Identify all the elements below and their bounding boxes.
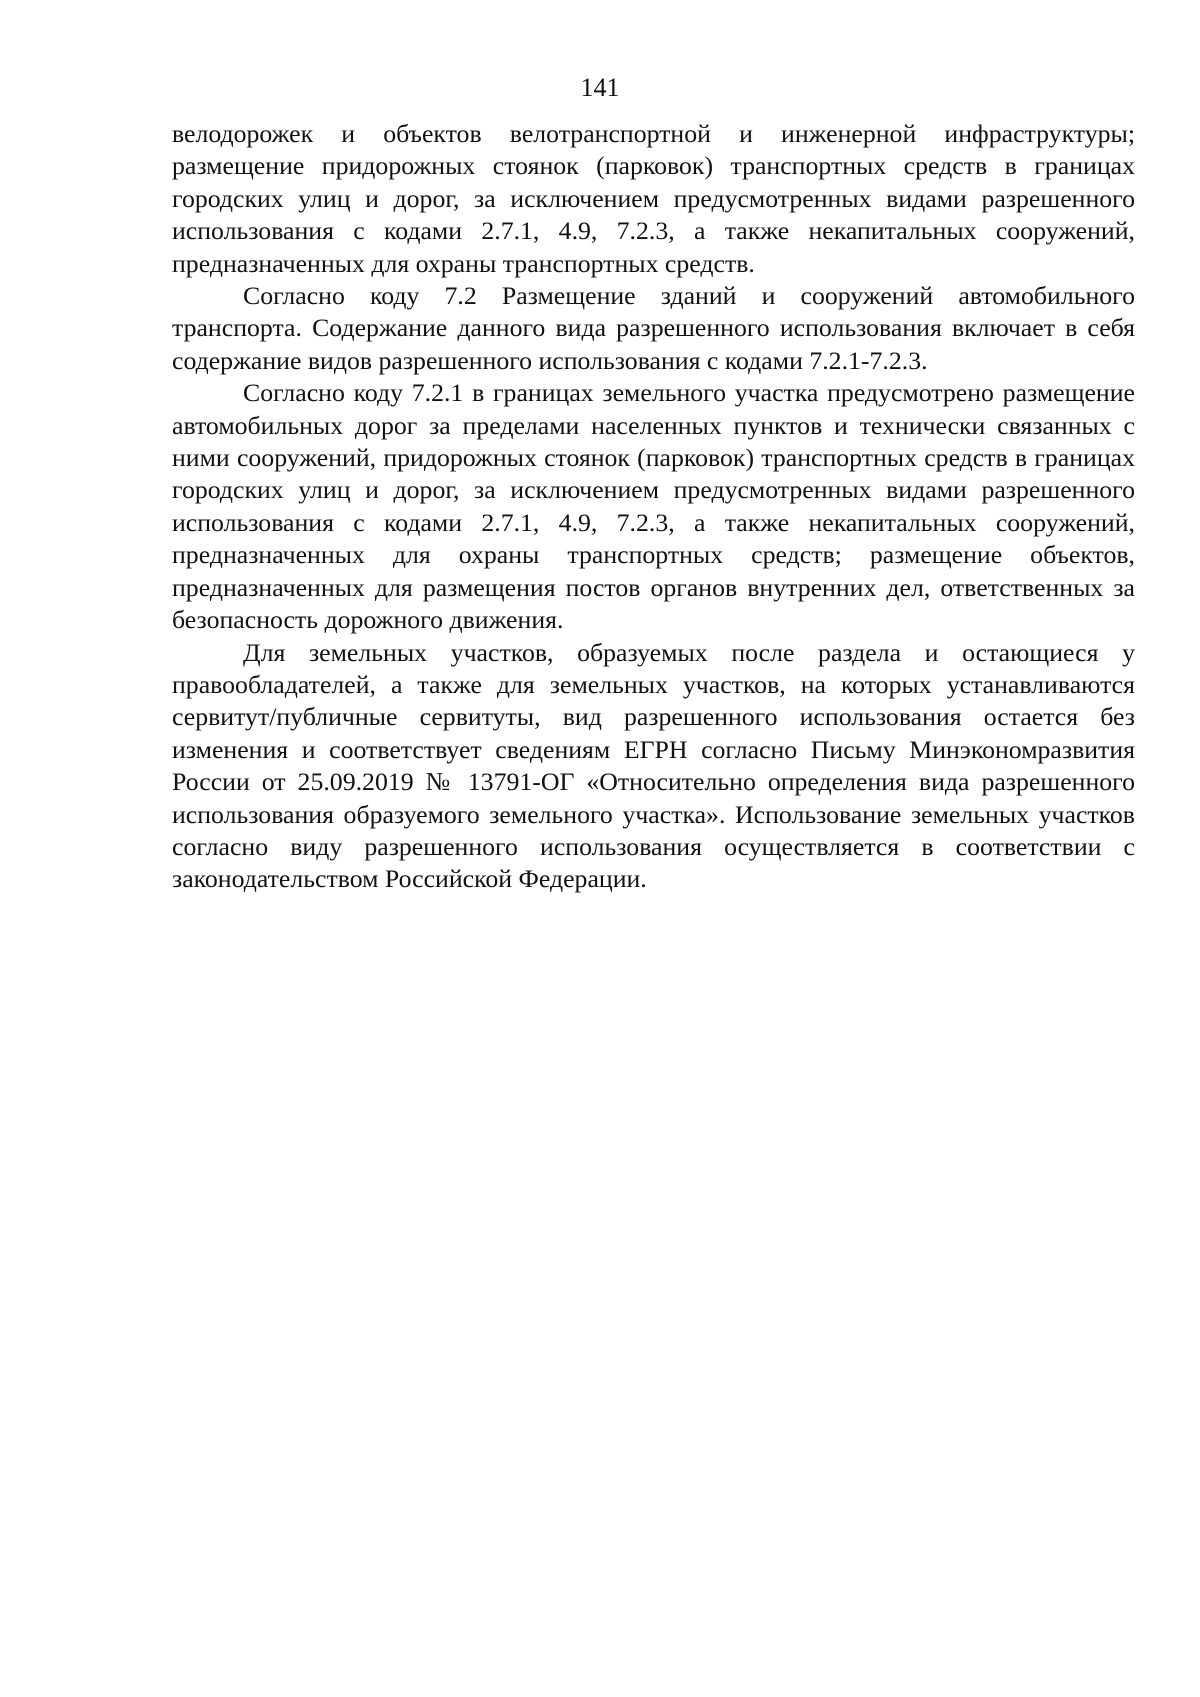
paragraph-code-7-2-1: Согласно коду 7.2.1 в границах земельного участка предусмотрено размещение автомобильных дорог за пределами населенных пунктов и технически связанных с ними сооружений, придорожных стоянок (парковок) транспортных средств в границах городских улиц и дорог, за исключением предусмотренных видами разрешенного использования с кодами 2.7.1, 4.9, 7.2.3, а также некапитальных сооружений, предназначенных для охраны транспортных средств; размещение объектов, предназначенных для размещения постов органов внутренних дел, ответственных за безопасность дорожного движения.: [172, 378, 1135, 635]
paragraph-land-plots: Для земельных участков, образуемых после раздела и остающиеся у правообладателей, а также для земельных участков, на которых устанавливаются сервитут/публичные сервитуты, вид разрешенного использования остается без изменения и соответствует сведениям ЕГРН согласно Письму Минэкономразвития России от 25.09.2019 № 13791-ОГ «Относительно определения вида разрешенного использования образуемого земельного участка». Использование земельных участков согласно виду разрешенного использования осуществляется в соответствии с законодательством Российской Федерации.: [172, 637, 1135, 894]
page-number: 141: [580, 73, 620, 102]
paragraph-continuation: велодорожек и объектов велотранспортной и инженерной инфраструктуры; размещение придорожных стоянок (парковок) транспортных средств в границах городских улиц и дорог, за исключением предусмотренных видами разрешенного использования с кодами 2.7.1, 4.9, 7.2.3, а также некапитальных сооружений, предназначенных для охраны транспортных средств.: [172, 119, 1135, 278]
document-body: [172, 118, 1135, 896]
paragraph-code-7-2: Согласно коду 7.2 Размещение зданий и сооружений автомобильного транспорта. Содержание данного вида разрешенного использования включает в себя содержание видов разрешенного использования с кодами 7.2.1-7.2.3.: [172, 281, 1135, 375]
